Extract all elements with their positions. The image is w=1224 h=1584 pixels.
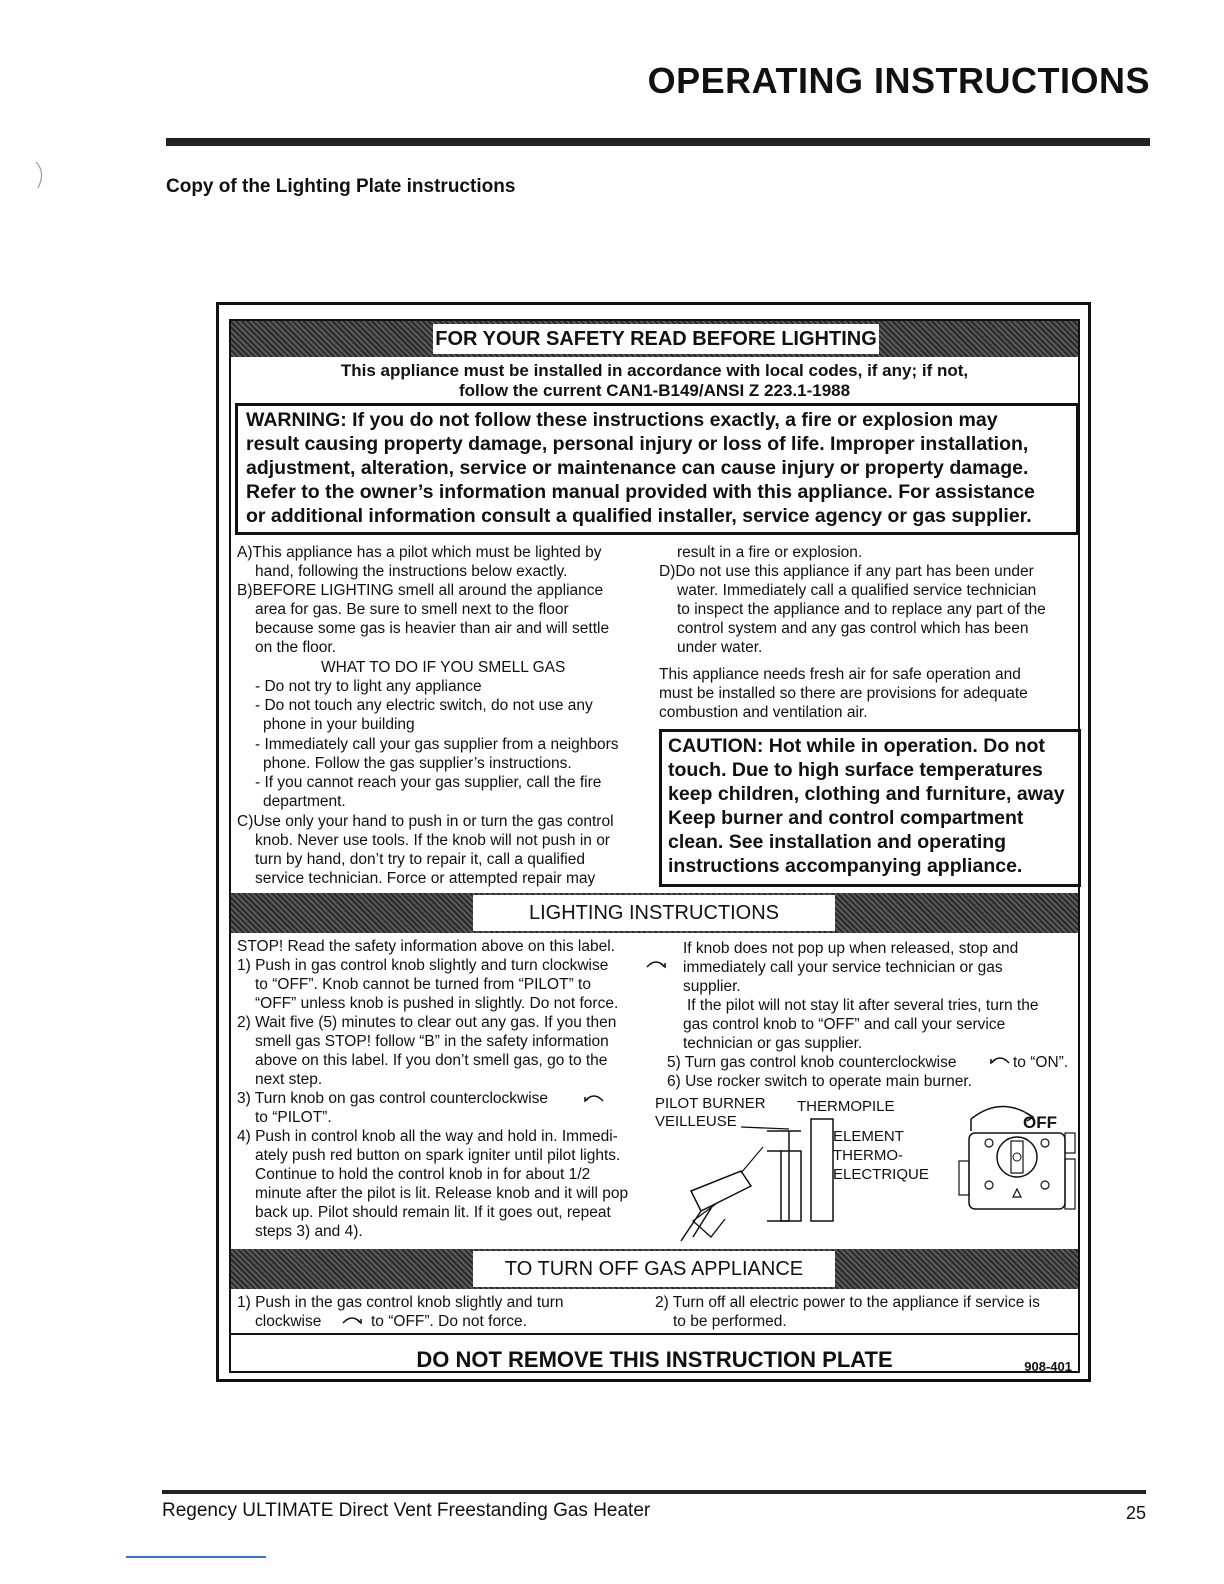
- turnoff-step: clockwise: [255, 1313, 322, 1330]
- element-label: ELEMENT: [833, 1128, 904, 1145]
- page-title: OPERATING INSTRUCTIONS: [647, 60, 1150, 101]
- lighting-step: above on this label. If you don’t smell gas, go to the: [255, 1052, 608, 1069]
- lighting-step: 3) Turn knob on gas control counterclockwise: [237, 1090, 549, 1107]
- safety-text: to inspect the appliance and to replace any part of the: [677, 601, 1046, 618]
- warning-line: or additional information consult a qualified installer, service agency or gas supplier.: [246, 505, 1032, 527]
- footer-title: Regency ULTIMATE Direct Vent Freestanding Gas Heater: [162, 1500, 651, 1521]
- thermopile-label: THERMOPILE: [797, 1098, 895, 1115]
- safety-text: control system and any gas control which has been: [677, 620, 1029, 637]
- safety-text: under water.: [677, 639, 763, 656]
- electrique-label: ELECTRIQUE: [833, 1166, 929, 1183]
- lighting-step: to “PILOT”.: [255, 1109, 332, 1126]
- lighting-step: immediately call your service technician or gas: [683, 959, 1003, 976]
- safety-text: hand, following the instructions below exactly.: [255, 563, 568, 580]
- caution-line: Keep burner and control compartment: [668, 807, 1024, 829]
- turnoff-heading: TO TURN OFF GAS APPLIANCE: [473, 1251, 835, 1287]
- lighting-step: 1) Push in gas control knob slightly and turn clockwise: [237, 957, 609, 974]
- lighting-step: “OFF” unless knob is pushed in slightly. Do not force.: [255, 995, 619, 1012]
- clockwise-arrow-icon: [341, 1313, 363, 1325]
- lighting-step: back up. Pilot should remain lit. If it goes out, repeat: [255, 1204, 611, 1221]
- pilot-burner-label: PILOT BURNER: [655, 1095, 766, 1112]
- safety-text: result in a fire or explosion.: [677, 544, 863, 561]
- safety-text-c: C)Use only your hand to push in or turn the gas control: [237, 813, 614, 830]
- lighting-step: gas control knob to “OFF” and call your service: [683, 1016, 1006, 1033]
- fresh-air-text: This appliance needs fresh air for safe operation and: [659, 666, 1021, 683]
- install-line-1: This appliance must be installed in accordance with local codes, if any; if not,: [340, 361, 969, 380]
- warning-line: adjustment, alteration, service or maintenance can cause injury or property damage.: [246, 457, 1029, 479]
- install-line-2: follow the current CAN1-B149/ANSI Z 223.1-1988: [458, 381, 851, 400]
- safety-text: turn by hand, don’t try to repair it, call a qualified: [255, 851, 585, 868]
- section-subtitle: Copy of the Lighting Plate instructions: [166, 176, 516, 197]
- lighting-step: 6) Use rocker switch to operate main burner.: [667, 1073, 972, 1090]
- safety-text: department.: [263, 793, 346, 810]
- divider: [231, 1333, 1078, 1335]
- lighting-step: supplier.: [683, 978, 741, 995]
- caution-line: keep children, clothing and furniture, away: [668, 783, 1065, 805]
- safety-heading: FOR YOUR SAFETY READ BEFORE LIGHTING: [433, 324, 879, 354]
- smell-gas-heading: WHAT TO DO IF YOU SMELL GAS: [321, 659, 566, 676]
- lighting-step: Continue to hold the control knob in for about 1/2: [255, 1166, 591, 1183]
- caution-line: CAUTION: Hot while in operation. Do not: [668, 735, 1045, 757]
- lighting-step: ately push red button on spark igniter until pilot lights.: [255, 1147, 621, 1164]
- page-number: 25: [1125, 1503, 1146, 1523]
- warning-line: WARNING: If you do not follow these instructions exactly, a fire or explosion may: [246, 409, 998, 431]
- lighting-step: to “OFF”. Knob cannot be turned from “PILOT” to: [255, 976, 591, 993]
- lighting-plate: [216, 302, 1091, 1382]
- safety-text: because some gas is heavier than air and will settle: [255, 620, 610, 637]
- footer-rule: [162, 1490, 1146, 1494]
- pilot-thermopile-diagram: [671, 1111, 1081, 1251]
- counterclockwise-arrow-icon: [583, 1091, 605, 1103]
- margin-bracket-mark: [32, 160, 52, 190]
- clockwise-arrow-icon: [645, 957, 667, 969]
- safety-text: phone. Follow the gas supplier’s instructions.: [263, 755, 572, 772]
- fresh-air-text: must be installed so there are provisions for adequate: [659, 685, 1028, 702]
- safety-text: knob. Never use tools. If the knob will not push in or: [255, 832, 610, 849]
- lighting-step: steps 3) and 4).: [255, 1223, 363, 1240]
- veilleuse-label: VEILLEUSE: [655, 1113, 737, 1130]
- plate-number: 908-401: [1024, 1359, 1072, 1374]
- off-label: OFF: [1023, 1113, 1057, 1132]
- lighting-step: minute after the pilot is lit. Release knob and it will pop: [255, 1185, 629, 1202]
- thermo-label: THERMO-: [833, 1147, 903, 1164]
- lighting-step: STOP! Read the safety information above on this label.: [237, 938, 615, 955]
- safety-text: water. Immediately call a qualified service technician: [677, 582, 1037, 599]
- safety-text: - Immediately call your gas supplier from a neighbors: [255, 736, 619, 753]
- lighting-step: 4) Push in control knob all the way and hold in. Immedi-: [237, 1128, 618, 1145]
- warning-line: result causing property damage, personal injury or loss of life. Improper installation,: [246, 433, 1029, 455]
- lighting-step: smell gas STOP! follow “B” in the safety information: [255, 1033, 609, 1050]
- fresh-air-text: combustion and ventilation air.: [659, 704, 868, 721]
- warning-box: [235, 403, 1079, 535]
- lighting-plate-inner: [229, 319, 1080, 1373]
- safety-text: phone in your building: [263, 716, 415, 733]
- lighting-step: If the pilot will not stay lit after several tries, turn the: [687, 997, 1039, 1014]
- safety-text: on the floor.: [255, 639, 337, 656]
- safety-text: area for gas. Be sure to smell next to the floor: [255, 601, 569, 618]
- turnoff-step: 1) Push in the gas control knob slightly and turn: [237, 1294, 564, 1311]
- header-rule: [166, 138, 1150, 146]
- lighting-step: technician or gas supplier.: [683, 1035, 863, 1052]
- lighting-step: If knob does not pop up when released, stop and: [683, 940, 1019, 957]
- lighting-heading: LIGHTING INSTRUCTIONS: [473, 895, 835, 931]
- lighting-step: to “ON”.: [1013, 1054, 1069, 1071]
- do-not-remove-notice: DO NOT REMOVE THIS INSTRUCTION PLATE: [416, 1347, 893, 1372]
- counterclockwise-arrow-icon: [989, 1053, 1011, 1065]
- safety-text-a: A)This appliance has a pilot which must be lighted by: [237, 544, 602, 561]
- safety-text: service technician. Force or attempted repair may: [255, 870, 596, 887]
- safety-text: - Do not touch any electric switch, do not use any: [255, 697, 593, 714]
- turnoff-step: to “OFF”. Do not force.: [371, 1313, 527, 1330]
- safety-text-b: B)BEFORE LIGHTING smell all around the appliance: [237, 582, 604, 599]
- caution-line: clean. See installation and operating: [668, 831, 1007, 853]
- lighting-step: 5) Turn gas control knob counterclockwise: [667, 1054, 957, 1071]
- safety-text: - Do not try to light any appliance: [255, 678, 482, 695]
- caution-line: touch. Due to high surface temperatures: [668, 759, 1043, 781]
- lighting-step: next step.: [255, 1071, 323, 1088]
- lighting-step: 2) Wait five (5) minutes to clear out any gas. If you then: [237, 1014, 617, 1031]
- safety-text: - If you cannot reach your gas supplier, call the fire: [255, 774, 602, 791]
- turnoff-step: to be performed.: [673, 1313, 787, 1330]
- link-underline[interactable]: [126, 1556, 266, 1558]
- safety-text-d: D)Do not use this appliance if any part has been under: [659, 563, 1034, 580]
- warning-line: Refer to the owner’s information manual provided with this appliance. For assistance: [246, 481, 1035, 503]
- turnoff-step: 2) Turn off all electric power to the appliance if service is: [655, 1294, 1040, 1311]
- caution-box: [659, 729, 1081, 887]
- caution-line: instructions accompanying appliance.: [668, 855, 1023, 877]
